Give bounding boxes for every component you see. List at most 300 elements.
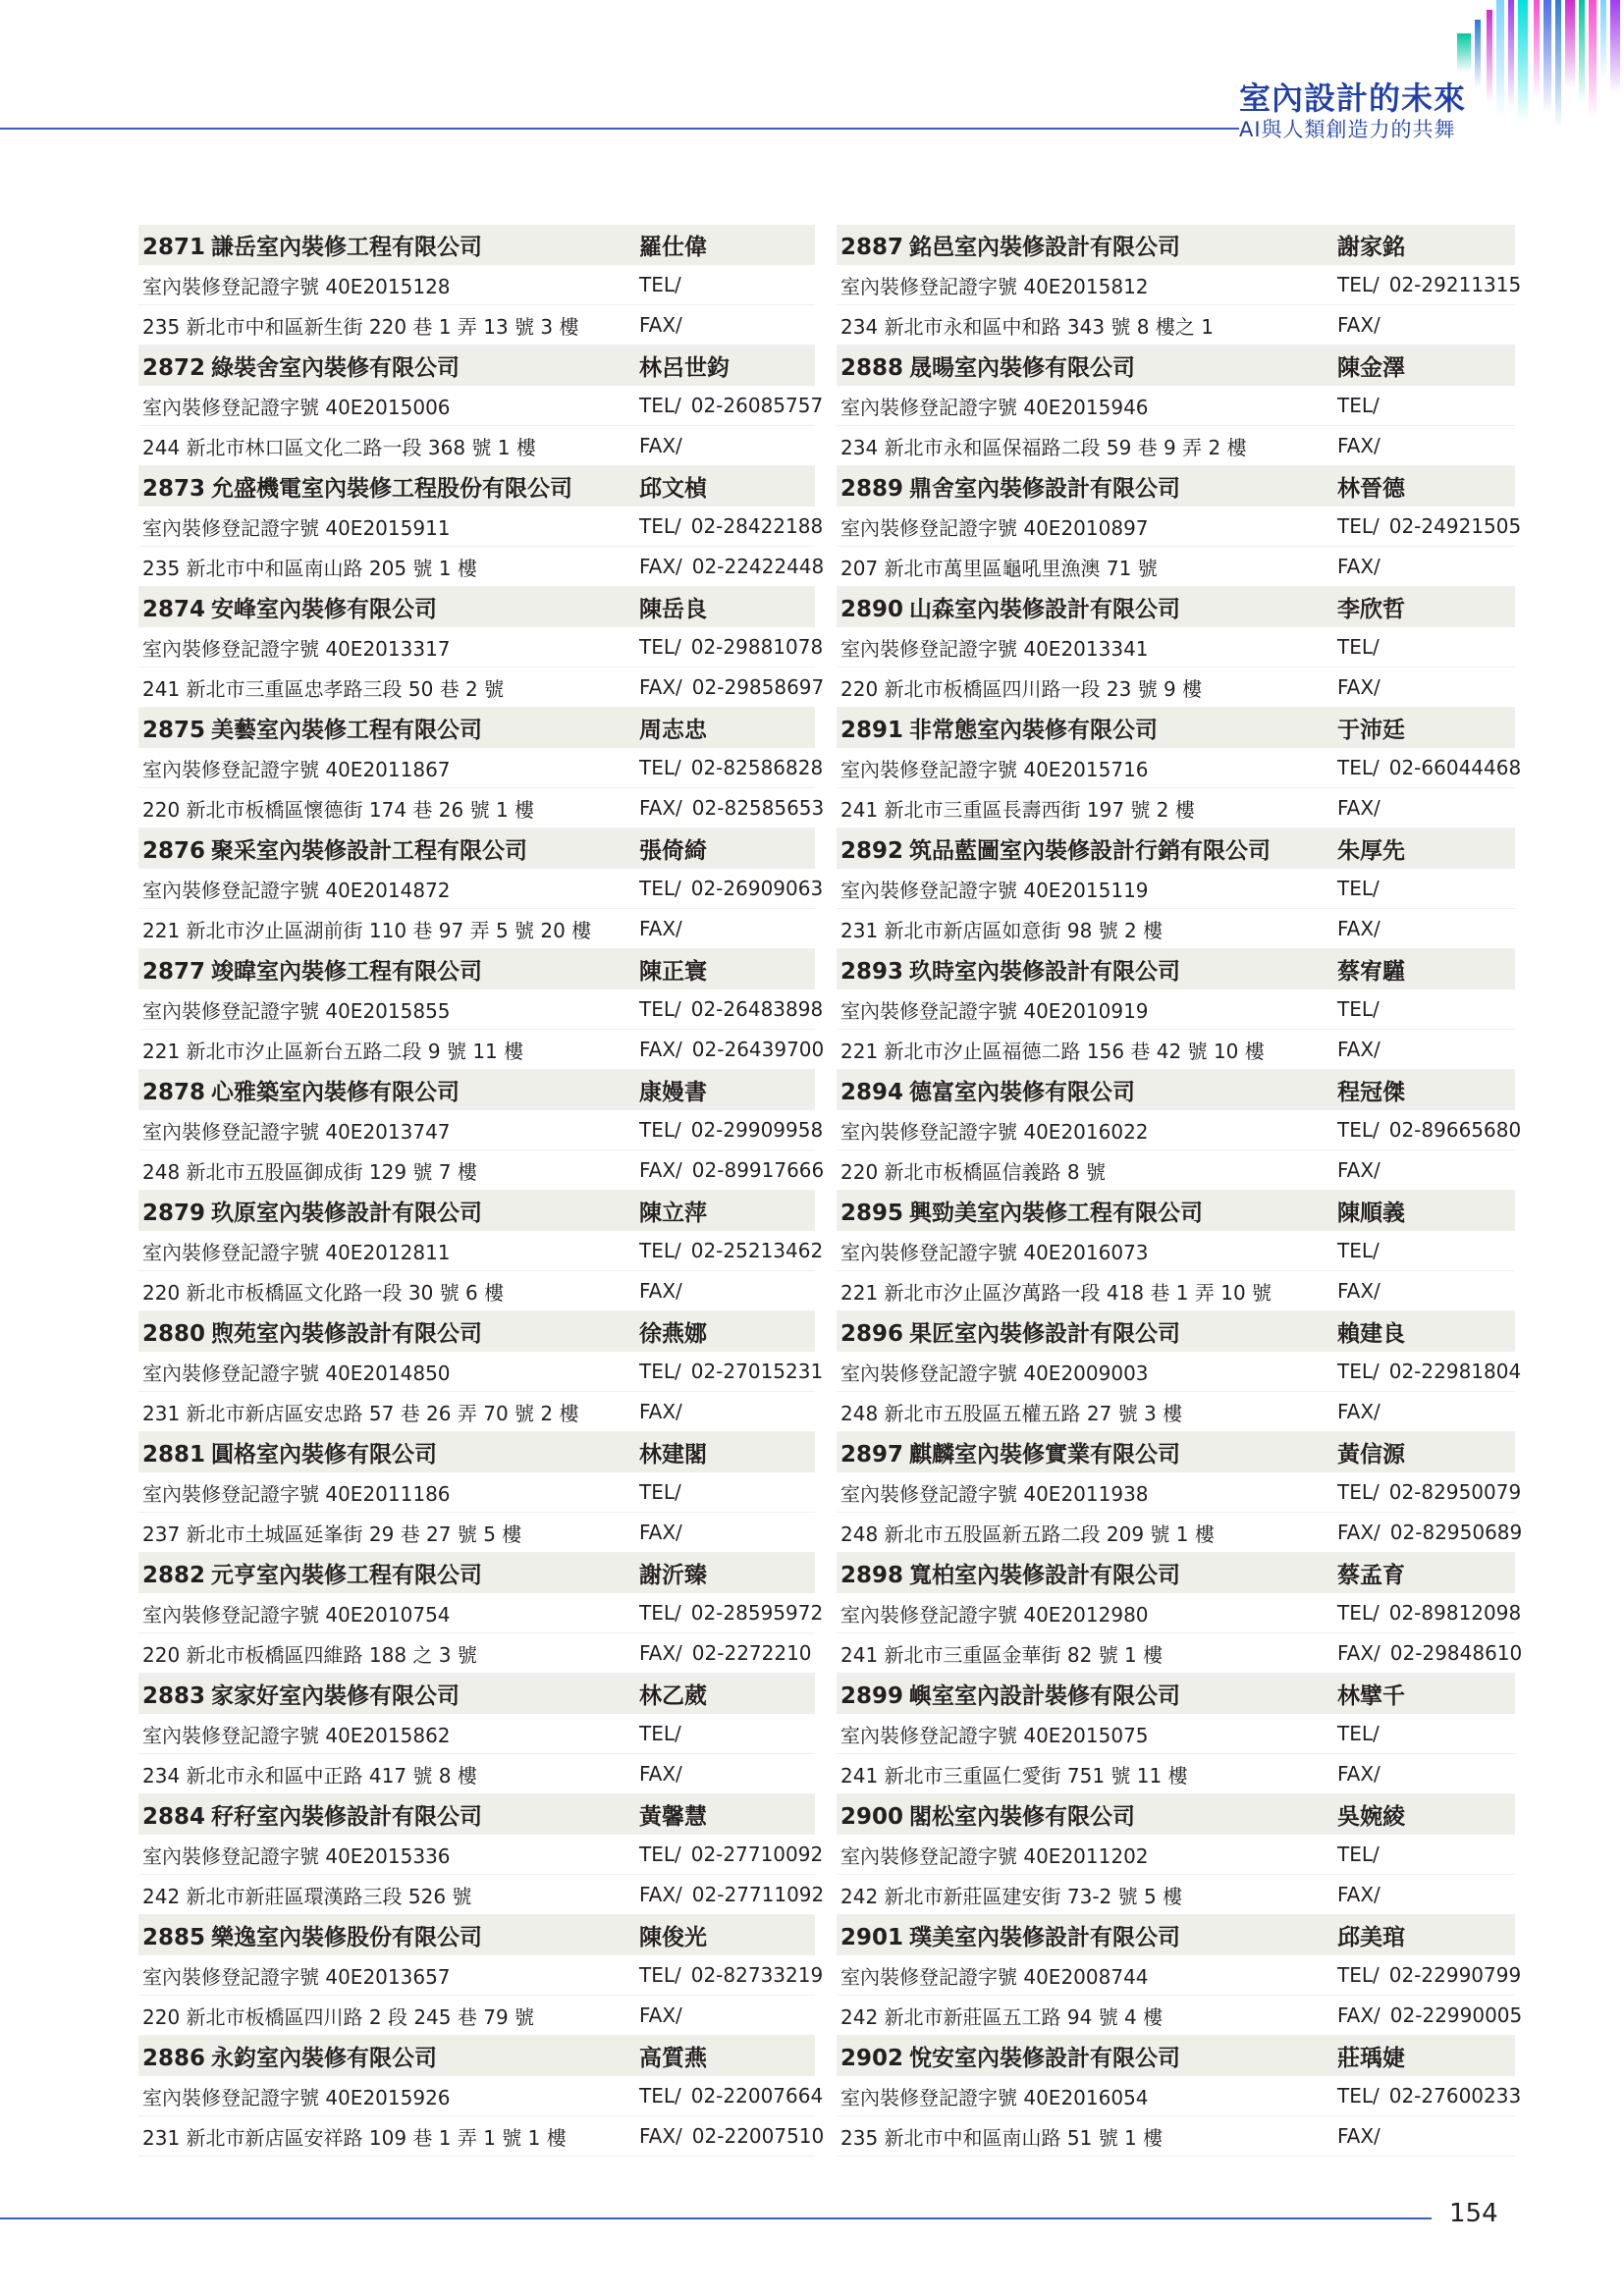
registration-number: 室內裝修登記證字號 40E2015862 <box>142 1723 451 1747</box>
company-number: 2873 <box>142 476 206 502</box>
tel-value: 02-29909958 <box>690 1118 824 1142</box>
company-entry <box>138 1432 815 1553</box>
address-row <box>837 1392 1515 1432</box>
fax-value: 02-27711092 <box>691 1883 825 1906</box>
address-row <box>837 2116 1515 2157</box>
company-header-row <box>837 949 1515 989</box>
contact-person: 林擘千 <box>1337 1683 1405 1709</box>
company-address: 248 新北市五股區五權五路 27 號 3 樓 <box>840 1401 1183 1425</box>
company-name: 永鈞室內裝修有限公司 <box>211 2046 438 2071</box>
company-number: 2877 <box>142 959 206 985</box>
company-name: 德富室內裝修有限公司 <box>909 1080 1136 1105</box>
company-entry <box>138 1674 815 1794</box>
company-address: 242 新北市新莊區建安街 73-2 號 5 樓 <box>840 1884 1183 1908</box>
registration-number: 室內裝修登記證字號 40E2010754 <box>142 1602 451 1627</box>
company-name: 嶼室室內設計裝修有限公司 <box>909 1683 1181 1709</box>
company-number: 2893 <box>840 959 904 985</box>
contact-person: 程冠傑 <box>1337 1080 1405 1105</box>
registration-number: 室內裝修登記證字號 40E2013341 <box>840 636 1149 661</box>
company-address: 220 新北市板橋區四川路一段 23 號 9 樓 <box>840 676 1203 701</box>
address-row <box>837 1633 1523 1674</box>
company-entry <box>837 225 1522 346</box>
company-title <box>138 470 633 503</box>
company-name: 綠裝舍室內裝修有限公司 <box>211 355 460 381</box>
fax-cell <box>1331 2003 1522 2027</box>
company-entry <box>138 1915 824 2036</box>
tel-cell <box>633 1722 815 1745</box>
company-name: 玖原室內裝修設計有限公司 <box>211 1201 483 1226</box>
company-name: 煦苑室內裝修設計有限公司 <box>211 1321 483 1347</box>
company-entry <box>138 466 825 587</box>
address-row <box>837 1030 1515 1070</box>
fax-cell <box>1331 1521 1522 1544</box>
fax-value: 02-82950689 <box>1389 1521 1523 1544</box>
fax-label: FAX/ <box>1337 1641 1380 1665</box>
company-address: 235 新北市中和區南山路 205 號 1 樓 <box>142 556 477 580</box>
fax-label: FAX/ <box>639 1762 682 1786</box>
company-number: 2879 <box>142 1201 206 1226</box>
address-row <box>138 909 815 949</box>
fax-label: FAX/ <box>1337 2003 1380 2027</box>
company-entry <box>837 587 1515 708</box>
company-header-row <box>837 1794 1515 1835</box>
company-name: 美藝室內裝修工程有限公司 <box>211 718 483 743</box>
company-entry <box>138 708 825 828</box>
tel-value: 02-29881078 <box>690 635 824 659</box>
tel-value: 02-28422188 <box>690 514 824 538</box>
address-row <box>837 547 1515 587</box>
company-entry <box>837 1070 1522 1191</box>
tel-cell <box>1331 997 1515 1021</box>
contact-person: 康嫚書 <box>639 1080 707 1105</box>
company-number: 2872 <box>142 355 206 381</box>
tel-cell <box>1331 635 1515 659</box>
company-header-row <box>138 1191 815 1231</box>
company-name: 果匠室內裝修設計有限公司 <box>909 1321 1181 1347</box>
company-address: 231 新北市新店區安忠路 57 巷 26 弄 70 號 2 樓 <box>142 1401 579 1425</box>
tel-label: TEL/ <box>1337 273 1380 296</box>
company-address: 248 新北市五股區新五路二段 209 號 1 樓 <box>840 1522 1215 1546</box>
company-address: 244 新北市林口區文化二路一段 368 號 1 樓 <box>142 435 536 459</box>
contact-person: 黃信源 <box>1337 1442 1405 1468</box>
company-address: 231 新北市新店區安祥路 109 巷 1 弄 1 號 1 樓 <box>142 2125 567 2150</box>
registration-number: 室內裝修登記證字號 40E2010919 <box>840 998 1149 1023</box>
decoration-bar <box>1579 0 1585 103</box>
registration-number: 室內裝修登記證字號 40E2015911 <box>142 515 451 540</box>
fax-cell <box>1331 675 1515 699</box>
decoration-bar <box>1565 0 1575 88</box>
company-address: 241 新北市三重區仁愛街 751 號 11 樓 <box>840 1763 1188 1788</box>
company-header-row <box>138 2036 815 2076</box>
tel-cell <box>633 756 823 779</box>
decoration-bar <box>1589 0 1597 118</box>
registration-row <box>837 1352 1522 1392</box>
fax-cell <box>1331 2124 1515 2148</box>
tel-label: TEL/ <box>1337 1842 1380 1866</box>
tel-cell <box>1331 756 1521 779</box>
fax-label: FAX/ <box>639 1641 682 1665</box>
registration-number: 室內裝修登記證字號 40E2016073 <box>840 1240 1149 1264</box>
contact-person: 朱厚先 <box>1337 838 1405 864</box>
address-row <box>138 1030 825 1070</box>
fax-label: FAX/ <box>1337 1400 1380 1423</box>
registration-row <box>138 627 824 667</box>
company-number: 2902 <box>840 2046 904 2071</box>
company-header-row <box>837 2036 1515 2076</box>
tel-cell <box>633 1842 823 1866</box>
tel-value: 02-22981804 <box>1388 1360 1522 1383</box>
fax-value: 02-29848610 <box>1389 1641 1523 1665</box>
address-row <box>837 667 1515 708</box>
company-entry <box>837 1915 1523 2036</box>
company-header-row <box>837 346 1515 386</box>
company-name: 山森室內裝修設計有限公司 <box>909 597 1181 622</box>
address-row <box>837 788 1515 828</box>
fax-value: 02-82585653 <box>691 796 825 820</box>
registration-row <box>138 1835 824 1875</box>
registration-row <box>837 507 1522 547</box>
company-title <box>138 1798 633 1831</box>
contact-person: 陳立萍 <box>639 1201 707 1226</box>
company-address: 242 新北市新莊區環漢路三段 526 號 <box>142 1884 472 1908</box>
registration-row <box>837 989 1515 1030</box>
company-number: 2878 <box>142 1080 206 1105</box>
company-title <box>837 2040 1331 2072</box>
company-entry <box>138 949 825 1070</box>
address-row <box>138 1633 815 1674</box>
address-row <box>138 426 815 466</box>
contact-person: 陳順義 <box>1337 1201 1405 1226</box>
company-number: 2892 <box>840 838 904 864</box>
fax-label: FAX/ <box>1337 917 1380 940</box>
company-address: 234 新北市永和區中正路 417 號 8 樓 <box>142 1763 477 1788</box>
address-row <box>138 547 825 587</box>
fax-cell <box>633 1038 824 1061</box>
footer-rule <box>0 2217 1432 2219</box>
fax-cell <box>633 313 815 337</box>
header-decoration <box>1457 0 1624 137</box>
company-name: 閣松室內裝修有限公司 <box>909 1804 1136 1830</box>
company-name: 心雅築室內裝修有限公司 <box>211 1080 460 1105</box>
fax-cell <box>633 796 824 820</box>
fax-cell <box>1331 1038 1515 1061</box>
tel-label: TEL/ <box>1337 635 1380 659</box>
company-title <box>837 591 1331 623</box>
company-address: 235 新北市中和區南山路 51 號 1 樓 <box>840 2125 1164 2150</box>
registration-number: 室內裝修登記證字號 40E2015006 <box>142 395 451 419</box>
company-title <box>837 1074 1331 1106</box>
registration-number: 室內裝修登記證字號 40E2015119 <box>840 878 1149 902</box>
company-entry <box>837 1794 1515 1915</box>
company-title <box>837 470 1331 503</box>
company-number: 2880 <box>142 1321 206 1347</box>
contact-person: 徐燕娜 <box>639 1321 707 1347</box>
company-title <box>138 953 633 986</box>
company-title <box>837 349 1331 382</box>
company-address: 234 新北市永和區保福路二段 59 巷 9 弄 2 樓 <box>840 435 1247 459</box>
tel-label: TEL/ <box>639 514 681 538</box>
registration-row <box>837 1955 1522 1996</box>
company-number: 2887 <box>840 235 904 260</box>
address-row <box>138 667 825 708</box>
tel-label: TEL/ <box>639 635 681 659</box>
company-entry <box>138 587 825 708</box>
tel-value: 02-27710092 <box>690 1842 824 1866</box>
company-name: 圓格室內裝修有限公司 <box>211 1442 438 1468</box>
tel-label: TEL/ <box>639 1480 681 1504</box>
registration-number: 室內裝修登記證字號 40E2009003 <box>840 1361 1149 1385</box>
company-title <box>837 1557 1331 1589</box>
company-title <box>138 1315 633 1348</box>
company-number: 2894 <box>840 1080 904 1105</box>
registration-number: 室內裝修登記證字號 40E2008744 <box>840 1964 1149 1989</box>
registration-row <box>138 265 815 305</box>
tel-cell <box>633 635 823 659</box>
fax-cell <box>1331 1641 1522 1665</box>
contact-person: 蔡宥騹 <box>1337 959 1405 985</box>
company-name: 元亨室內裝修工程有限公司 <box>211 1563 483 1588</box>
company-header-row <box>138 1070 815 1110</box>
registration-row <box>837 1714 1515 1754</box>
address-row <box>138 1996 815 2036</box>
fax-value: 02-26439700 <box>691 1038 825 1061</box>
company-title <box>837 229 1331 261</box>
company-number: 2896 <box>840 1321 904 1347</box>
fax-label: FAX/ <box>1337 1038 1380 1061</box>
decoration-bar <box>1508 0 1514 108</box>
registration-number: 室內裝修登記證字號 40E2014850 <box>142 1361 451 1385</box>
registration-row <box>138 2076 824 2116</box>
tel-cell <box>1331 1842 1515 1866</box>
address-row <box>837 1150 1515 1191</box>
contact-person: 于沛廷 <box>1337 718 1405 743</box>
company-name: 聚采室內裝修設計工程有限公司 <box>211 838 528 864</box>
fax-label: FAX/ <box>1337 1158 1380 1182</box>
company-title <box>138 1195 633 1227</box>
fax-cell <box>1331 1279 1515 1303</box>
contact-person: 李欣哲 <box>1337 597 1405 622</box>
fax-label: FAX/ <box>1337 675 1380 699</box>
company-address: 248 新北市五股區御成街 129 號 7 樓 <box>142 1159 477 1184</box>
company-entry <box>837 828 1515 949</box>
company-number: 2874 <box>142 597 206 622</box>
address-row <box>837 1996 1523 2036</box>
tel-label: TEL/ <box>1337 1480 1380 1504</box>
company-number: 2886 <box>142 2046 206 2071</box>
company-title <box>837 712 1331 744</box>
company-title <box>138 1436 633 1468</box>
tel-value: 02-26909063 <box>690 877 824 900</box>
registration-number: 室內裝修登記證字號 40E2015716 <box>840 757 1149 781</box>
fax-label: FAX/ <box>639 1038 682 1061</box>
registration-number: 室內裝修登記證字號 40E2015336 <box>142 1843 451 1868</box>
contact-person: 高質燕 <box>639 2046 707 2071</box>
company-entry <box>837 1674 1515 1794</box>
contact-person: 莊瑀婕 <box>1337 2046 1405 2071</box>
fax-cell <box>633 917 815 940</box>
address-row <box>138 788 825 828</box>
tel-label: TEL/ <box>639 1118 681 1142</box>
tel-cell <box>1331 2084 1521 2108</box>
tel-value: 02-25213462 <box>690 1239 824 1262</box>
tel-cell <box>1331 1360 1521 1383</box>
fax-cell <box>633 2003 815 2027</box>
company-address: 235 新北市中和區新生街 220 巷 1 弄 13 號 3 樓 <box>142 314 579 339</box>
company-address: 237 新北市土城區延峯街 29 巷 27 號 5 樓 <box>142 1522 522 1546</box>
fax-label: FAX/ <box>639 555 682 578</box>
company-name: 玖時室內裝修設計有限公司 <box>909 959 1181 985</box>
company-header-row <box>837 225 1515 265</box>
fax-cell <box>633 1762 815 1786</box>
contact-person: 陳金澤 <box>1337 355 1405 381</box>
fax-cell <box>633 1158 824 1182</box>
company-title <box>837 1195 1331 1227</box>
fax-label: FAX/ <box>1337 1883 1380 1906</box>
book-title: 室內設計的未來 <box>1239 80 1467 117</box>
fax-cell <box>1331 1883 1515 1906</box>
company-header-row <box>837 587 1515 627</box>
tel-label: TEL/ <box>1337 1601 1380 1625</box>
address-row <box>837 909 1515 949</box>
tel-cell <box>633 2084 823 2108</box>
company-title <box>837 1919 1331 1951</box>
registration-number: 室內裝修登記證字號 40E2012811 <box>142 1240 451 1264</box>
registration-row <box>837 265 1522 305</box>
address-row <box>837 1513 1523 1553</box>
company-address: 221 新北市汐止區福德二路 156 巷 42 號 10 樓 <box>840 1039 1265 1063</box>
registration-number: 室內裝修登記證字號 40E2016022 <box>840 1119 1149 1144</box>
contact-person: 吳婉綾 <box>1337 1804 1405 1830</box>
company-header-row <box>138 346 815 386</box>
company-number: 2898 <box>840 1563 904 1588</box>
tel-cell <box>633 1601 823 1625</box>
company-entry <box>138 1070 825 1191</box>
registration-number: 室內裝修登記證字號 40E2011938 <box>840 1481 1149 1506</box>
tel-cell <box>633 1360 823 1383</box>
address-row <box>138 1150 825 1191</box>
tel-cell <box>633 877 823 900</box>
company-header-row <box>138 1432 815 1472</box>
registration-row <box>837 2076 1522 2116</box>
tel-cell <box>633 1480 815 1504</box>
company-title <box>837 953 1331 986</box>
contact-person: 謝家銘 <box>1337 235 1405 260</box>
tel-value: 02-26085757 <box>690 394 824 417</box>
tel-cell <box>633 1963 823 1987</box>
tel-value: 02-27015231 <box>690 1360 824 1383</box>
fax-label: FAX/ <box>639 1400 682 1423</box>
fax-label: FAX/ <box>639 1158 682 1182</box>
fax-cell <box>1331 796 1515 820</box>
book-subtitle: AI與人類創造力的共舞 <box>1239 118 1456 141</box>
contact-person: 林建閣 <box>639 1442 707 1468</box>
fax-value: 02-22422448 <box>691 555 825 578</box>
contact-person: 林乙葳 <box>639 1683 707 1709</box>
company-name: 麒麟室內裝修實業有限公司 <box>909 1442 1181 1468</box>
contact-person: 周志忠 <box>639 718 707 743</box>
company-header-row <box>138 1311 815 1352</box>
company-header-row <box>837 1311 1515 1352</box>
company-name: 璞美室內裝修設計有限公司 <box>909 1925 1181 1950</box>
contact-person: 陳俊光 <box>639 1925 707 1950</box>
tel-cell <box>633 1239 823 1262</box>
registration-row <box>138 1352 824 1392</box>
company-number: 2875 <box>142 718 206 743</box>
tel-label: TEL/ <box>1337 756 1380 779</box>
decoration-bar <box>1518 0 1528 123</box>
address-row <box>138 305 815 346</box>
company-header-row <box>138 225 815 265</box>
fax-label: FAX/ <box>1337 555 1380 578</box>
contact-person: 邱美琯 <box>1337 1925 1405 1950</box>
company-entry <box>837 2036 1522 2157</box>
directory-column-left <box>138 225 825 2157</box>
company-number: 2889 <box>840 476 904 502</box>
company-title <box>138 712 633 744</box>
fax-cell <box>633 675 824 699</box>
tel-label: TEL/ <box>639 756 681 779</box>
tel-label: TEL/ <box>1337 394 1380 417</box>
registration-number: 室內裝修登記證字號 40E2015128 <box>142 274 451 298</box>
tel-label: TEL/ <box>639 1722 681 1745</box>
tel-cell <box>1331 1118 1521 1142</box>
fax-label: FAX/ <box>1337 2124 1380 2148</box>
company-title <box>138 832 633 865</box>
fax-label: FAX/ <box>639 434 682 457</box>
contact-person: 賴建良 <box>1337 1321 1405 1347</box>
company-name: 悅安室內裝修設計有限公司 <box>909 2046 1181 2071</box>
company-address: 220 新北市板橋區信義路 8 號 <box>840 1159 1106 1184</box>
tel-value: 02-28595972 <box>690 1601 824 1625</box>
company-header-row <box>837 1070 1515 1110</box>
company-address: 241 新北市三重區長壽西街 197 號 2 樓 <box>840 797 1195 822</box>
registration-row <box>837 748 1522 788</box>
registration-number: 室內裝修登記證字號 40E2012980 <box>840 1602 1149 1627</box>
company-name: 寬柏室內裝修設計有限公司 <box>909 1563 1181 1588</box>
company-header-row <box>837 1553 1515 1593</box>
company-entry <box>837 346 1515 466</box>
fax-label: FAX/ <box>1337 1279 1380 1303</box>
tel-cell <box>1331 1601 1521 1625</box>
registration-row <box>837 1110 1522 1150</box>
contact-person: 陳岳良 <box>639 597 707 622</box>
registration-row <box>138 507 824 547</box>
contact-person: 陳正寰 <box>639 959 707 985</box>
company-title <box>837 1798 1331 1831</box>
registration-number: 室內裝修登記證字號 40E2013317 <box>142 636 451 661</box>
fax-cell <box>633 2124 824 2148</box>
address-row <box>138 1754 815 1794</box>
contact-person: 蔡孟育 <box>1337 1563 1405 1588</box>
registration-row <box>138 869 824 909</box>
decoration-bar <box>1600 0 1606 79</box>
tel-label: TEL/ <box>1337 1118 1380 1142</box>
registration-row <box>837 627 1515 667</box>
company-address: 207 新北市萬里區龜吼里漁澳 71 號 <box>840 556 1158 580</box>
fax-value: 02-2272210 <box>691 1641 812 1665</box>
fax-label: FAX/ <box>1337 796 1380 820</box>
address-row <box>138 1392 815 1432</box>
contact-person: 謝沂臻 <box>639 1563 707 1588</box>
company-title <box>138 1074 633 1106</box>
registration-number: 室內裝修登記證字號 40E2013657 <box>142 1964 451 1989</box>
decoration-bar <box>1457 33 1471 73</box>
company-name: 安峰室內裝修有限公司 <box>211 597 438 622</box>
tel-label: TEL/ <box>639 273 681 296</box>
fax-cell <box>633 1521 815 1544</box>
company-title <box>837 1678 1331 1710</box>
tel-cell <box>633 1118 823 1142</box>
